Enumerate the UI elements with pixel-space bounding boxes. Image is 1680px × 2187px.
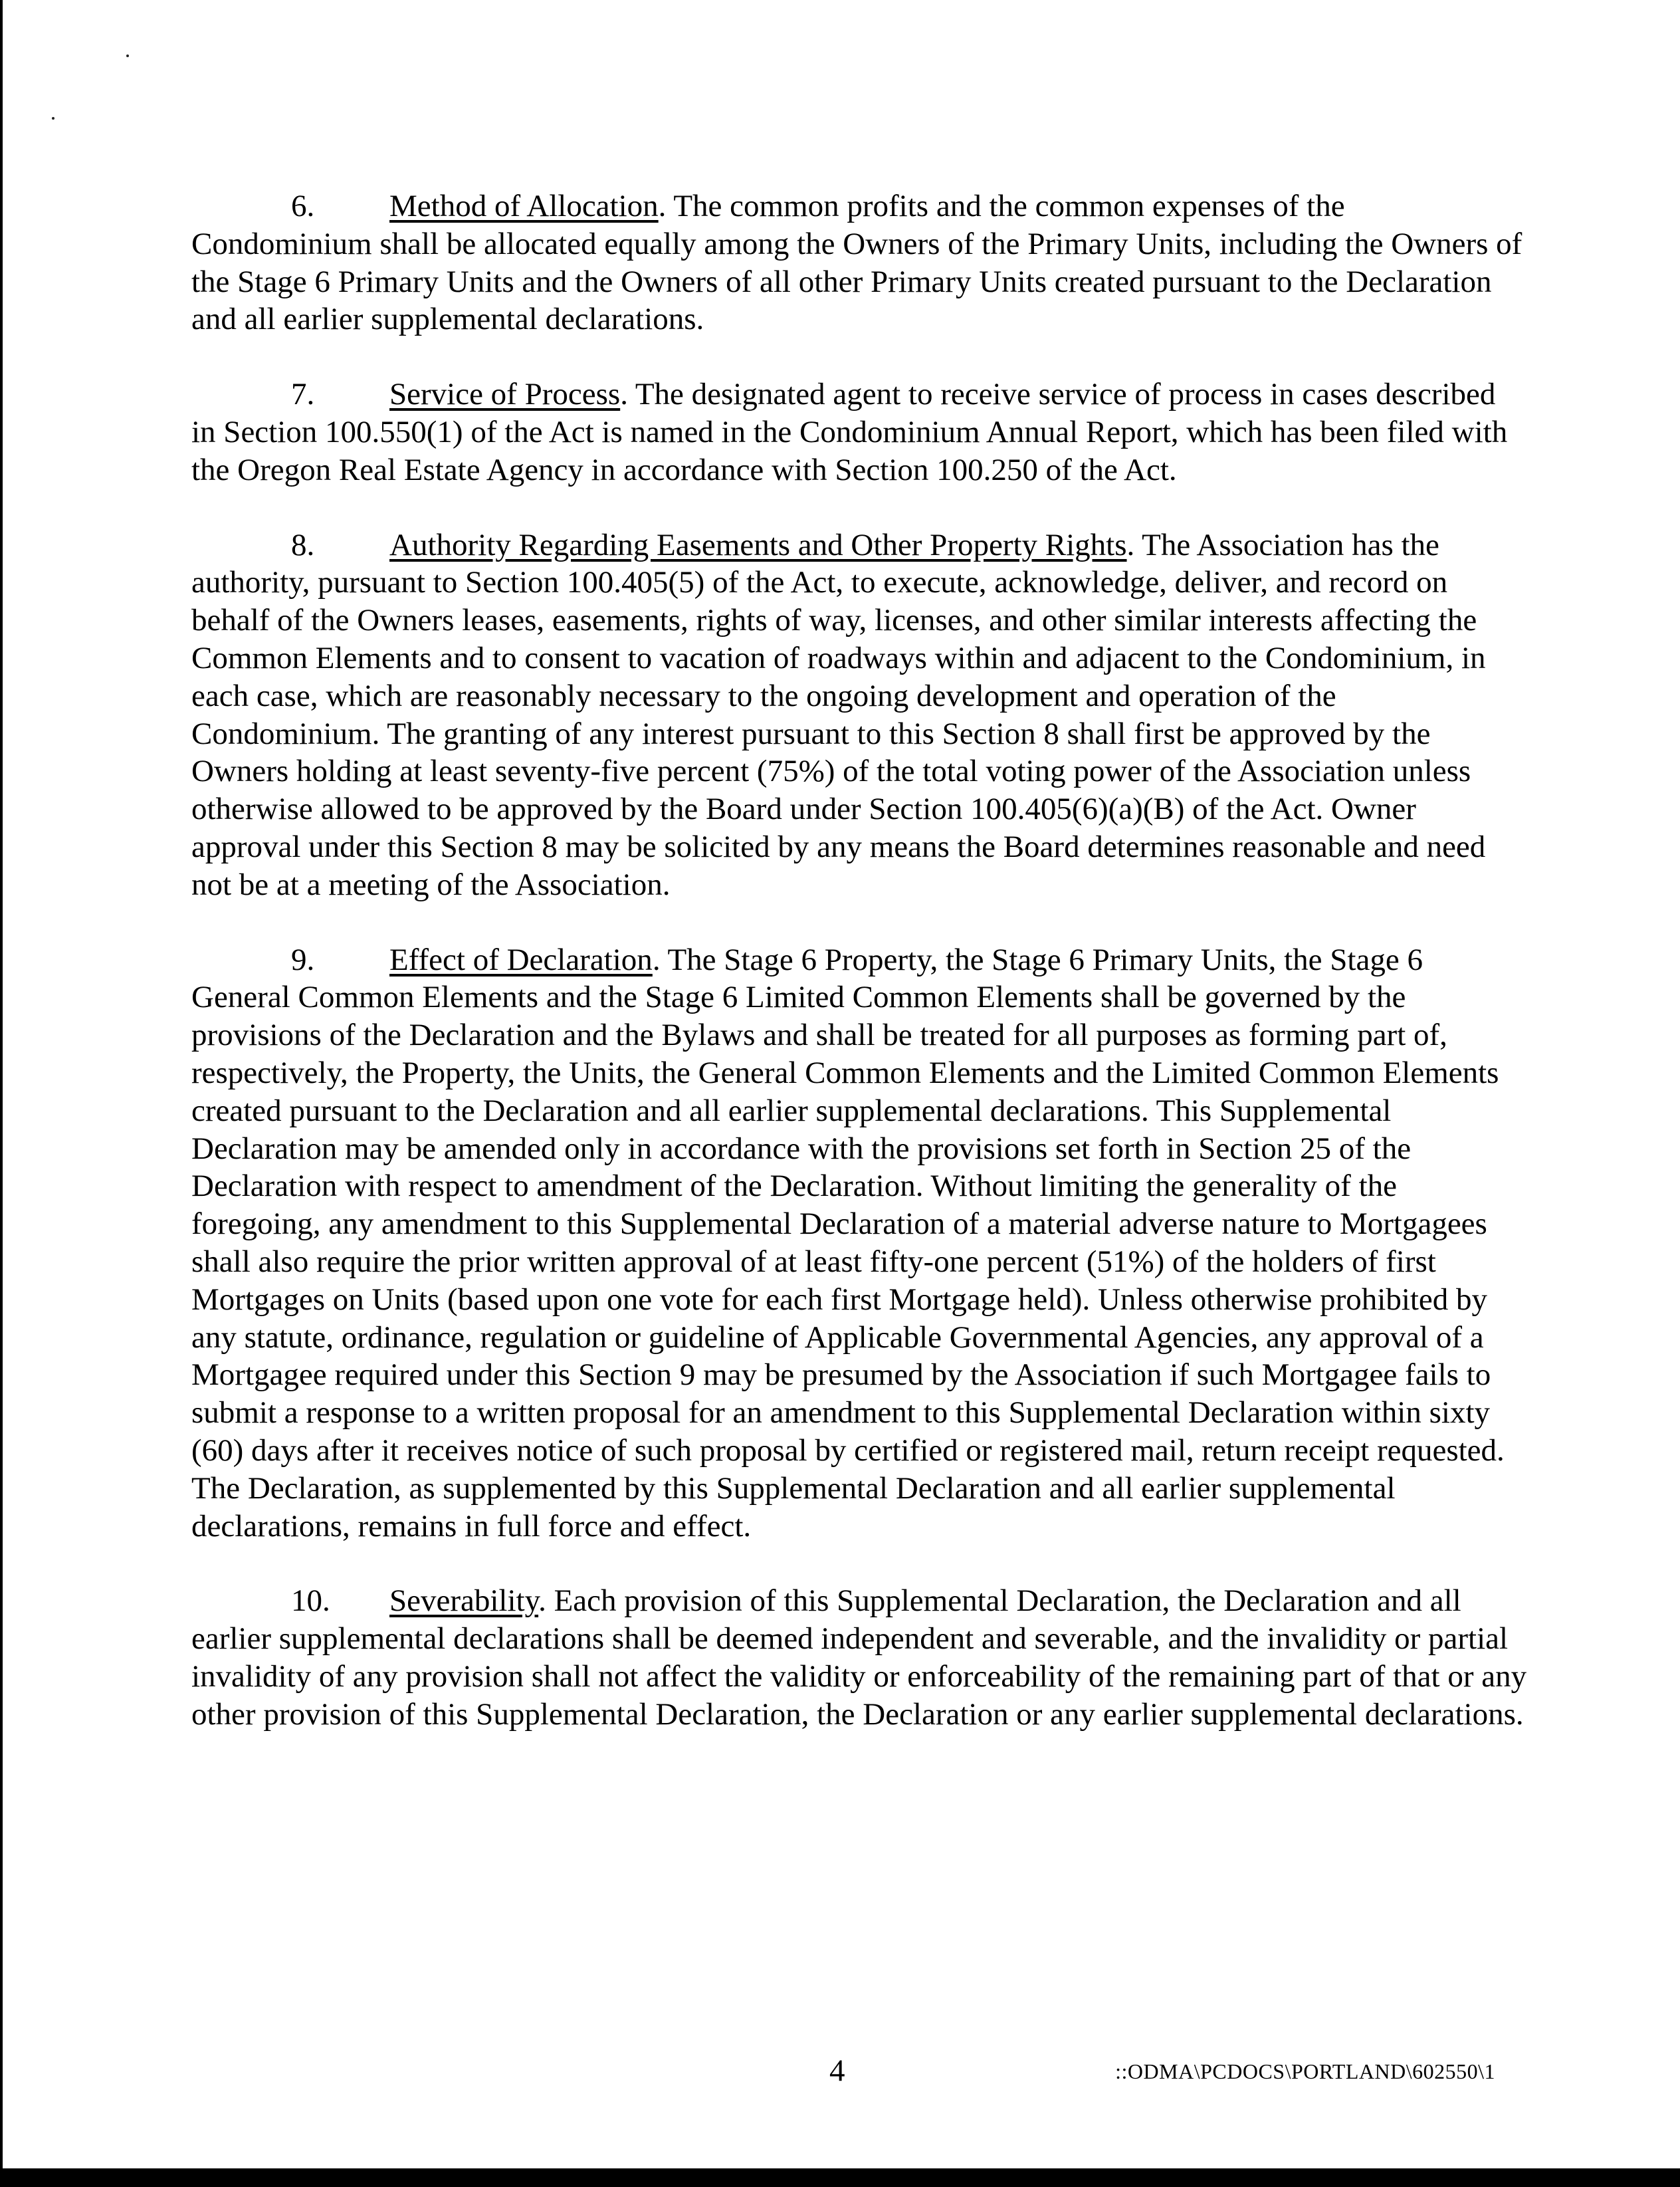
section-10-paragraph: [191, 1582, 1527, 1733]
section-number: 9.: [291, 942, 315, 977]
scan-edge-left: [0, 0, 3, 2187]
section-heading: Service of Process: [389, 377, 621, 412]
section-8-paragraph: [191, 526, 1527, 904]
section-number: 10.: [291, 1583, 330, 1619]
section-number: 6.: [291, 189, 315, 223]
page-number: 4: [829, 2053, 845, 2088]
section-text: . The Stage 6 Property, the Stage 6 Primary Units, the Stage 6 General Common Elements and the Stage 6 Limited Common Elements shall be governed by the provisions of the Declaration and the Bylaws and shall be treated for all purposes as forming part of, respectively, the Property, the Units, the General Common Elements and the Limited Common Elements created pursuant to the Declaration and all earlier supplemental declarations. This Supplemental Declaration may be amended only in accordance with the provisions set forth in Section 25 of the Declaration with respect to amendment of the Declaration. Without limiting the generality of the foregoing, any amendment to this Supplemental Declaration of a material adverse nature to Mortgagees shall also require the prior written approval of at least fifty-one percent (51%) of the holders of first Mortgages on Units (based upon one vote for each first Mortgage held). Unless otherwise prohibited by any statute, ordinance, regulation or guideline of Applicable Governmental Agencies, any approval of a Mortgagee required under this Section 9 may be presumed by the Association if such Mortgagee fails to submit a response to a written proposal for an amendment to this Supplemental Declaration within sixty (60) days after it receives notice of such proposal by certified or registered mail, return receipt requested. The Declaration, as supplemented by this Supplemental Declaration and all earlier supplemental declarations, remains in full force and effect.: [191, 942, 1505, 1544]
section-7-paragraph: [191, 376, 1527, 489]
section-number: 8.: [291, 527, 315, 562]
section-heading: Authority Regarding Easements and Other Property Rights: [389, 527, 1127, 562]
document-id: ::ODMA\PCDOCS\PORTLAND\602550\1: [1115, 2059, 1495, 2083]
section-number: 7.: [291, 377, 315, 412]
scan-speck: [52, 117, 54, 120]
section-heading: Method of Allocation: [389, 189, 659, 223]
scan-edge-bottom: [0, 2168, 1680, 2187]
section-6-paragraph: [191, 187, 1527, 338]
section-9-paragraph: [191, 941, 1527, 1546]
section-text: . The Association has the authority, pursuant to Section 100.405(5) of the Act, to execute, acknowledge, deliver, and record on behalf of the Owners leases, easements, rights of way, licenses, and other similar interests affecting the Common Elements and to consent to vacation of roadways within and adjacent to the Condominium, in each case, which are reasonably necessary to the ongoing development and operation of the Condominium. The granting of any interest pursuant to this Section 8 shall first be approved by the Owners holding at least seventy-five percent (75%) of the total voting power of the Association unless otherwise allowed to be approved by the Board under Section 100.405(6)(a)(B) of the Act. Owner approval under this Section 8 may be solicited by any means the Board determines reasonable and need not be at a meeting of the Association.: [191, 527, 1486, 902]
section-text: . The designated agent to receive service of process in cases described in Section 100.550(1) of the Act is named in the Condominium Annual Report, which has been filed with the Oregon Real Estate Agency in accordance with Section 100.250 of the Act.: [191, 377, 1508, 487]
section-text: . Each provision of this Supplemental Declaration, the Declaration and all earlier supplemental declarations shall be deemed independent and severable, and the invalidity or partial invalidity of any provision shall not affect the validity or enforceability of the remaining part of that or any other provision of this Supplemental Declaration, the Declaration or any earlier supplemental declarations.: [191, 1583, 1527, 1732]
section-text: . The common profits and the common expenses of the Condominium shall be allocated equally among the Owners of the Primary Units, including the Owners of the Stage 6 Primary Units and the Owners of all other Primary Units created pursuant to the Declaration and all earlier supplemental declarations.: [191, 189, 1522, 337]
scan-speck: [126, 55, 129, 57]
document-body: [191, 187, 1527, 1770]
section-heading: Effect of Declaration: [389, 942, 653, 977]
section-heading: Severability: [389, 1583, 539, 1619]
